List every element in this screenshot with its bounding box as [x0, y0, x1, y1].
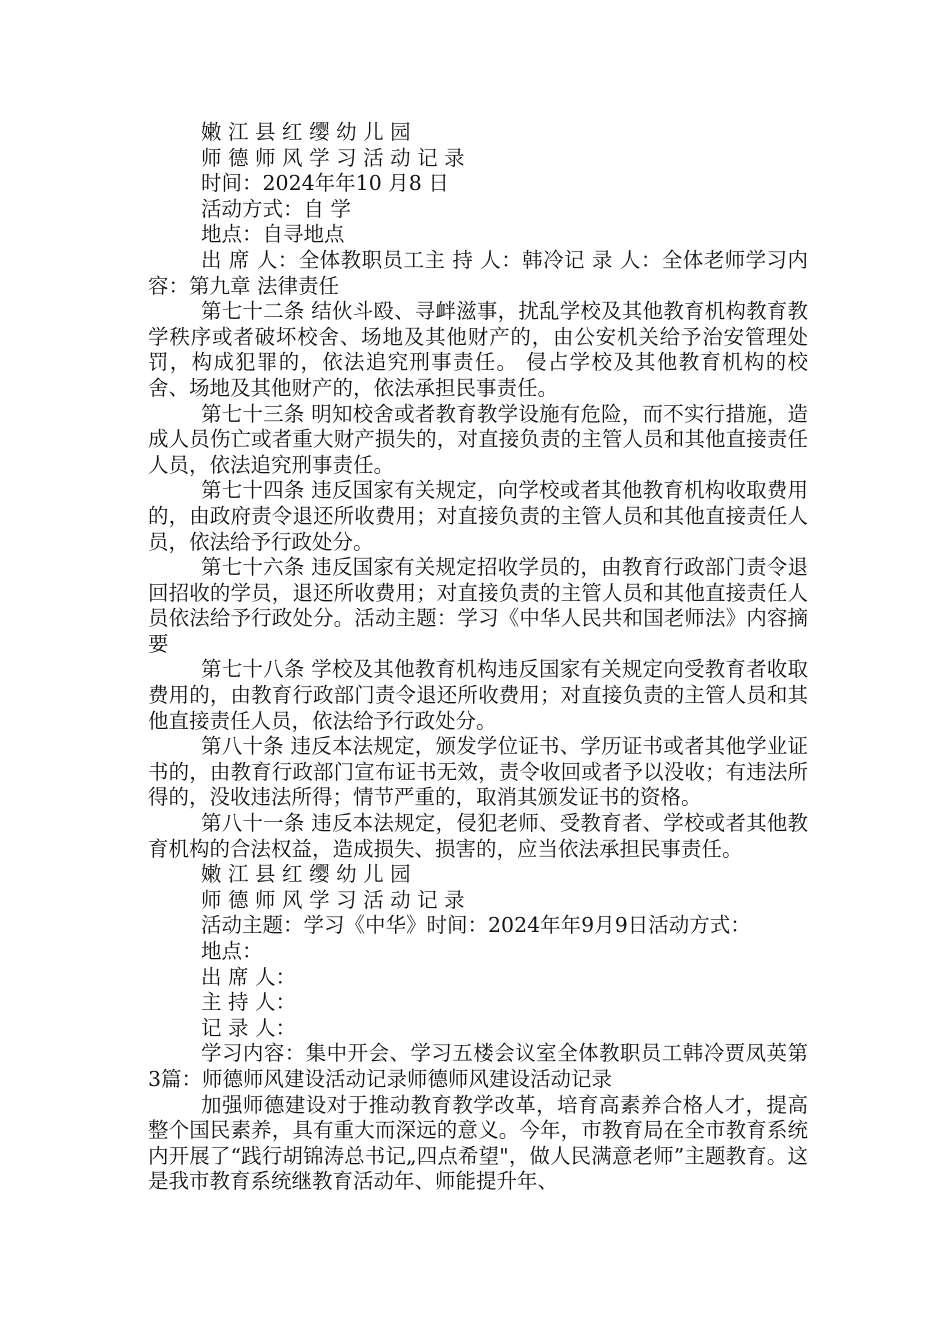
article-paragraph: 第八十一条 违反本法规定，侵犯老师、受教育者、学校或者其他教育机构的合法权益，造成损失、损害的，应当依法承担民事责任。 [148, 811, 808, 861]
article-paragraph: 第七十四条 违反国家有关规定，向学校或者其他教育机构收取费用的，由政府责令退还所收费用；对直接负责的主管人员和其他直接责任人员，依法给予行政处分。 [148, 478, 808, 554]
record-recorder: 记 录 人： [201, 1015, 297, 1040]
school-name: 嫩 江 县 红 缨 幼 儿 园 [201, 120, 411, 144]
record-title: 师 德 师 风 学 习 活 动 记 录 [201, 145, 465, 170]
article-paragraph: 第七十三条 明知校舍或者教育教学设施有危险，而不实行措施，造成人员伤亡或者重大财产损失的，对直接负责的主管人员和其他直接责任人员，依法追究刑事责任。 [148, 401, 808, 477]
article-paragraph: 第七十八条 学校及其他教育机构违反国家有关规定向受教育者收取费用的，由教育行政部门责令退还所收费用；对直接负责的主管人员和其他直接责任人员，依法给予行政处分。 [148, 657, 808, 733]
article-paragraph: 第七十二条 结伙斗殴、寻衅滋事，扰乱学校及其他教育机构教育教学秩序或者破坏校舍、场地及其他财产的，由公安机关给予治安管理处罚，构成犯罪的，依法追究刑事责任。 侵占学校及其他教育机构的校舍、场地及其他财产的，依法承担民事责任。 [148, 299, 808, 400]
record-place: 地点：自寻地点 [201, 222, 345, 247]
record-content: 学习内容：集中开会、学习五楼会议室全体教职员工韩冷贾凤英第3篇：师德师风建设活动记录师德师风建设活动记录 [148, 1041, 808, 1091]
article-paragraph: 第八十条 违反本法规定，颁发学位证书、学历证书或者其他学业证书的，由教育行政部门宣布证书无效，责令收回或者予以没收；有违法所得的，没收违法所得；情节严重的，取消其颁发证书的资格。 [148, 734, 808, 810]
record-method: 活动方式：自 学 [201, 196, 352, 221]
record-time: 时间：2024年年10 月8 日 [201, 171, 449, 196]
article-paragraph: 第七十六条 违反国家有关规定招收学员的，由教育行政部门责令退回招收的学员，退还所收费用；对直接负责的主管人员和其他直接责任人员依法给予行政处分。活动主题：学习《中华人民共和国老师法》内容摘要 [148, 555, 808, 656]
record-place-2: 地点： [201, 939, 263, 963]
record-theme-time: 活动主题：学习《中华》时间：2024年年9月9日活动方式： [201, 913, 751, 938]
record-attendance-2: 出 席 人： [201, 964, 297, 989]
closing-paragraph: 加强师德建设对于推动教育教学改革，培育高素养合格人才，提高整个国民素养，具有重大而深远的意义。今年，市教育局在全市教育系统内开展了“践行胡锦涛总书记„四点希望"，做人民满意老师”主题教育。这是我市教育系统继教育活动年、师能提升年、 [148, 1092, 808, 1194]
record-attendance: 出 席 人：全体教职员工主 持 人：韩冷记 录 人：全体老师学习内容：第九章 法律责任 [148, 247, 808, 298]
record-host: 主 持 人： [201, 990, 297, 1015]
document-page [148, 120, 808, 1195]
school-name-2: 嫩 江 县 红 缨 幼 儿 园 [201, 862, 411, 887]
record-title-2: 师 德 师 风 学 习 活 动 记 录 [201, 887, 465, 912]
